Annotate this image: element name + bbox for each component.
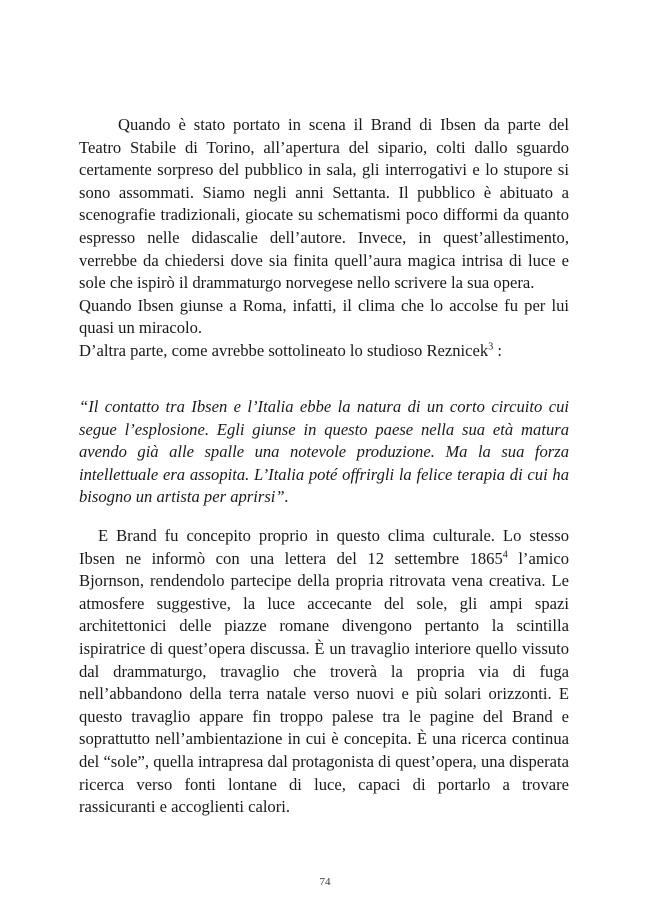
paragraph-3-text: D’altra parte, come avrebbe sottolineato lo studioso Reznicek	[79, 340, 489, 360]
footnote-ref-4: 4	[502, 549, 508, 561]
quote-text: “Il contatto tra Ibsen e l’Italia ebbe la natura di un corto circuito cui segue l’esplosione. Egli giunse in questo paese nella sua età matura avendo già alle spalle una notevole produzione. Ma la sua forza intellettuale era assopita. L’Italia poté offrirgli la felice terapia di cui ha bisogno un artista per aprirsi”.	[79, 397, 569, 507]
intro-section	[79, 114, 569, 363]
paragraph-4-before: E Brand fu concepito proprio in questo clima culturale. Lo stesso Ibsen ne informò con una lettera del 12 settembre 1865	[79, 526, 569, 568]
paragraph-4-after: l’amico Bjornson, rendendolo partecipe della propria ritrovata vena creativa. Le atmosfere suggestive, la luce accecante del sole, gli ampi spazi architettonici delle piazze romane divengono pertanto la scintilla ispiratrice di quest’opera discussa. È un travaglio interiore quello vissuto dal drammaturgo, travaglio che troverà la propria via di fuga nell’abbandono della terra natale verso nuovi e più solari orizzonti. E questo travaglio appare fin troppo palese tra le pagine del Brand e soprattutto nell’ambientazione in cui è concepita. È una ricerca continua del “sole”, quella intrapresa dal protagonista di quest’opera, una disperata ricerca verso fonti lontane di luce, capaci di portarlo a trovare rassicuranti e accoglienti calori.	[79, 548, 569, 817]
paragraph-3-tail: :	[493, 340, 502, 360]
paragraph-1: Quando è stato portato in scena il Brand di Ibsen da parte del Teatro Stabile di Torino, all’apertura del sipario, colti dallo sguardo certamente sorpreso del pubblico in sala, gli interrogativi e lo stupore si sono assommati. Siamo negli anni Settanta. Il pubblico è abituato a scenografie tradizionali, giocate su schematismi poco difformi da quanto espresso nelle didascalie dell’autore. Invece, in quest’allestimento, verrebbe da chiedersi dove sia finita quell’aura magica intrisa di luce e sole che ispirò il drammaturgo norvegese nello scrivere la sua opera.	[79, 115, 569, 293]
paragraph-3	[79, 340, 569, 363]
block-quote	[79, 396, 569, 509]
paragraph-4	[79, 525, 569, 819]
main-section	[79, 525, 569, 819]
page-number: 74	[319, 876, 331, 888]
footnote-ref-3: 3	[488, 341, 494, 353]
paragraph-2: Quando Ibsen giunse a Roma, infatti, il clima che lo accolse fu per lui quasi un miracolo.	[79, 295, 569, 338]
